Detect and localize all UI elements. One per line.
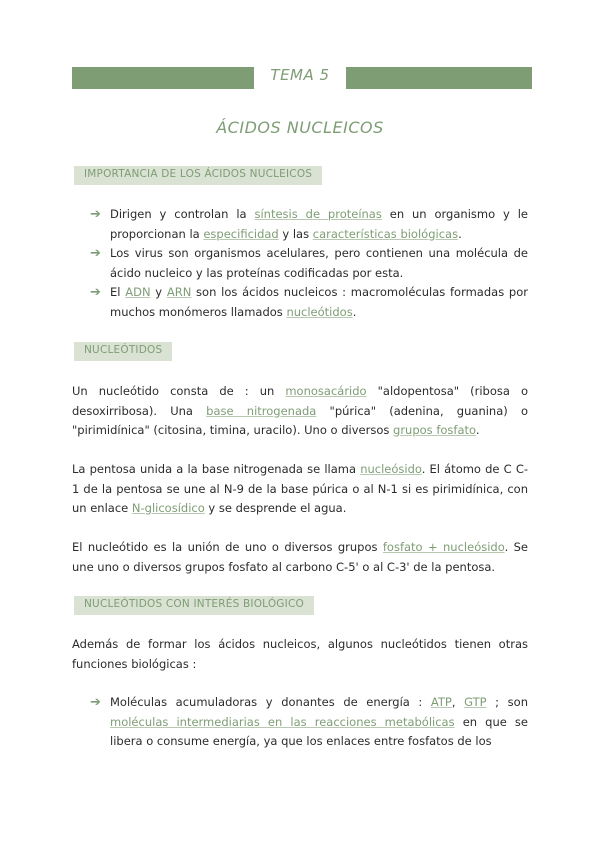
arrow-icon: ➔ bbox=[90, 285, 101, 300]
list-item: ➔ El ADN y ARN son los ácidos nucleicos : macromoléculas formadas por muchos monómeros llamados nucleótidos. bbox=[90, 285, 528, 319]
arrow-icon: ➔ bbox=[90, 695, 101, 710]
list-item: ➔ Los virus son organismos acelulares, pero contienen una molécula de ácido nucleico y las proteínas codificadas por esta. bbox=[90, 246, 528, 280]
header-band-right bbox=[346, 67, 532, 89]
section-heading-interes-biologico: NUCLEÓTIDOS CON INTERÉS BIOLÓGICO bbox=[74, 596, 314, 615]
list-item: ➔ Dirigen y controlan la síntesis de proteínas en un organismo y le proporcionan la especificidad y las características biológicas. bbox=[90, 207, 528, 241]
interes-bullet-list bbox=[88, 693, 528, 752]
importancia-bullet-list bbox=[88, 205, 528, 322]
arrow-icon: ➔ bbox=[90, 246, 101, 261]
arrow-icon: ➔ bbox=[90, 207, 101, 222]
list-item: ➔ Moléculas acumuladoras y donantes de energía : ATP, GTP ; son moléculas intermediarias en las reacciones metabólicas en que se libera o consume energía, ya que los enlaces entre fosfatos de los bbox=[90, 695, 528, 748]
tema-label: TEMA 5 bbox=[270, 66, 330, 84]
nucleotidos-paragraph-2: La pentosa unida a la base nitrogenada se llama nucleósido. El átomo de C C-1 de la pentosa se une al N-9 de la base púrica o al N-1 si es pirimidínica, con un enlace N-glicosídico y se desprende el agua. bbox=[72, 462, 528, 515]
header-band-left bbox=[72, 67, 254, 89]
section-heading-nucleotidos: NUCLEÓTIDOS bbox=[74, 342, 172, 361]
interes-intro-paragraph: Además de formar los ácidos nucleicos, algunos nucleótidos tienen otras funciones biológicas : bbox=[72, 637, 528, 671]
section-heading-importancia: IMPORTANCIA DE LOS ÁCIDOS NUCLEICOS bbox=[74, 166, 322, 185]
page-title: ÁCIDOS NUCLEICOS bbox=[216, 118, 384, 137]
nucleotidos-paragraph-3: El nucleótido es la unión de uno o diversos grupos fosfato + nucleósido. Se une uno o diversos grupos fosfato al carbono C-5' o al C-3' de la pentosa. bbox=[72, 540, 528, 574]
nucleotidos-paragraph-1: Un nucleótido consta de : un monosacárido "aldopentosa" (ribosa o desoxirribosa). Una base nitrogenada "púrica" (adenina, guanina) o "pirimidínica" (citosina, timina, uracilo). Uno o diversos grupos fosfato. bbox=[72, 384, 528, 437]
